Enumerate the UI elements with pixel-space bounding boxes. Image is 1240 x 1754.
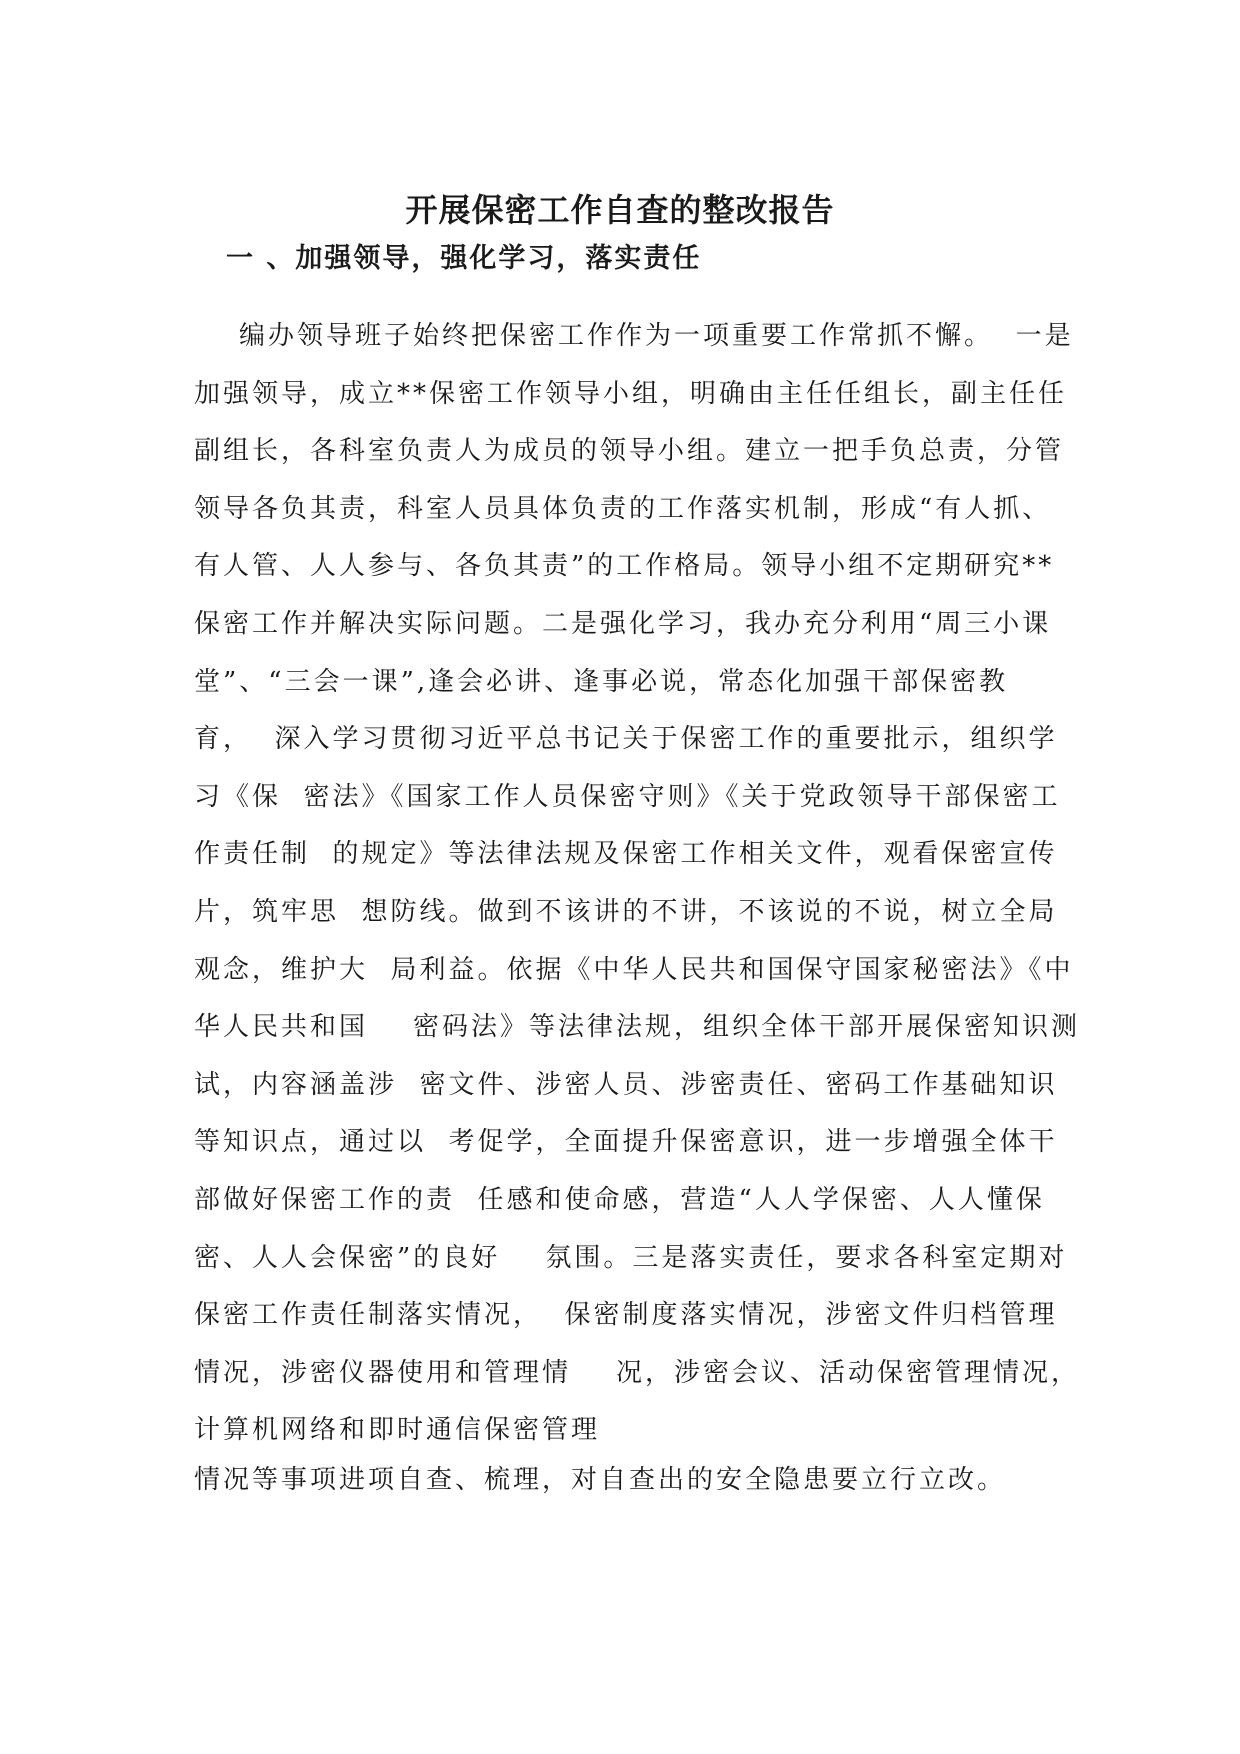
body-line: 计算机网络和即时通信保密管理 [194,1415,601,1446]
body-line: 观念，维护大 局利益。依据《中华人民共和国保守国家秘密法》《中 [194,954,1074,985]
body-line: 领导各负其责，科室人员具体负责的工作落实机制，形成“有人抓、 [194,493,1052,524]
body-line: 试，内容涵盖涉 密文件、涉密人员、涉密责任、密码工作基础知识 [194,1069,1058,1100]
body-line: 情况，涉密仪器使用和管理情 况，涉密会议、活动保密管理情况， [194,1357,1081,1388]
body-line: 等知识点，通过以 考促学，全面提升保密意识，进一步增强全体干 [194,1127,1058,1158]
body-line: 有人管、人人参与、各负其责”的工作格局。领导小组不定期研究** [194,551,1055,582]
body-line: 情况等事项进项自查、梳理，对自查出的安全隐患要立行立改。 [194,1464,1007,1495]
body-text [194,308,1094,1509]
body-line: 作责任制 的规定》等法律法规及保密工作相关文件，观看保密宣传 [194,839,1058,870]
body-line: 育， 深入学习贯彻习近平总书记关于保密工作的重要批示，组织学 [194,724,1058,755]
body-line: 习《保 密法》《国家工作人员保密守则》《关于党政领导干部保密工 [194,781,1061,812]
body-line: 部做好保密工作的责 任感和使命感，营造“人人学保密、人人懂保 [194,1184,1045,1215]
section-heading: 一 、加强领导，强化学习，落实责任 [226,243,702,274]
document-title: 开展保密工作自查的整改报告 [405,191,835,229]
body-line: 密、人人会保密”的良好 氛围。三是落实责任，要求各科室定期对 [194,1242,1068,1273]
body-line: 片，筑牢思 想防线。做到不该讲的不讲，不该说的不说，树立全局 [194,896,1058,927]
body-line: 副组长，各科室负责人为成员的领导小组。建立一把手负总责，分管 [194,436,1065,467]
body-line: 编办领导班子始终把保密工作作为一项重要工作常抓不懈。 一是 [194,321,1074,351]
body-line: 保密工作责任制落实情况， 保密制度落实情况，涉密文件归档管理 [194,1300,1058,1331]
body-line: 堂”、“三会一课”,逢会必讲、逢事必说，常态化加强干部保密教 [194,666,1009,697]
body-line: 华人民共和国 密码法》等法律法规，组织全体干部开展保密知识测 [194,1012,1081,1043]
body-line: 保密工作并解决实际问题。二是强化学习，我办充分利用“周三小课 [194,608,1052,639]
body-line: 加强领导，成立**保密工作领导小组，明确由主任任组长，副主任任 [194,378,1068,409]
